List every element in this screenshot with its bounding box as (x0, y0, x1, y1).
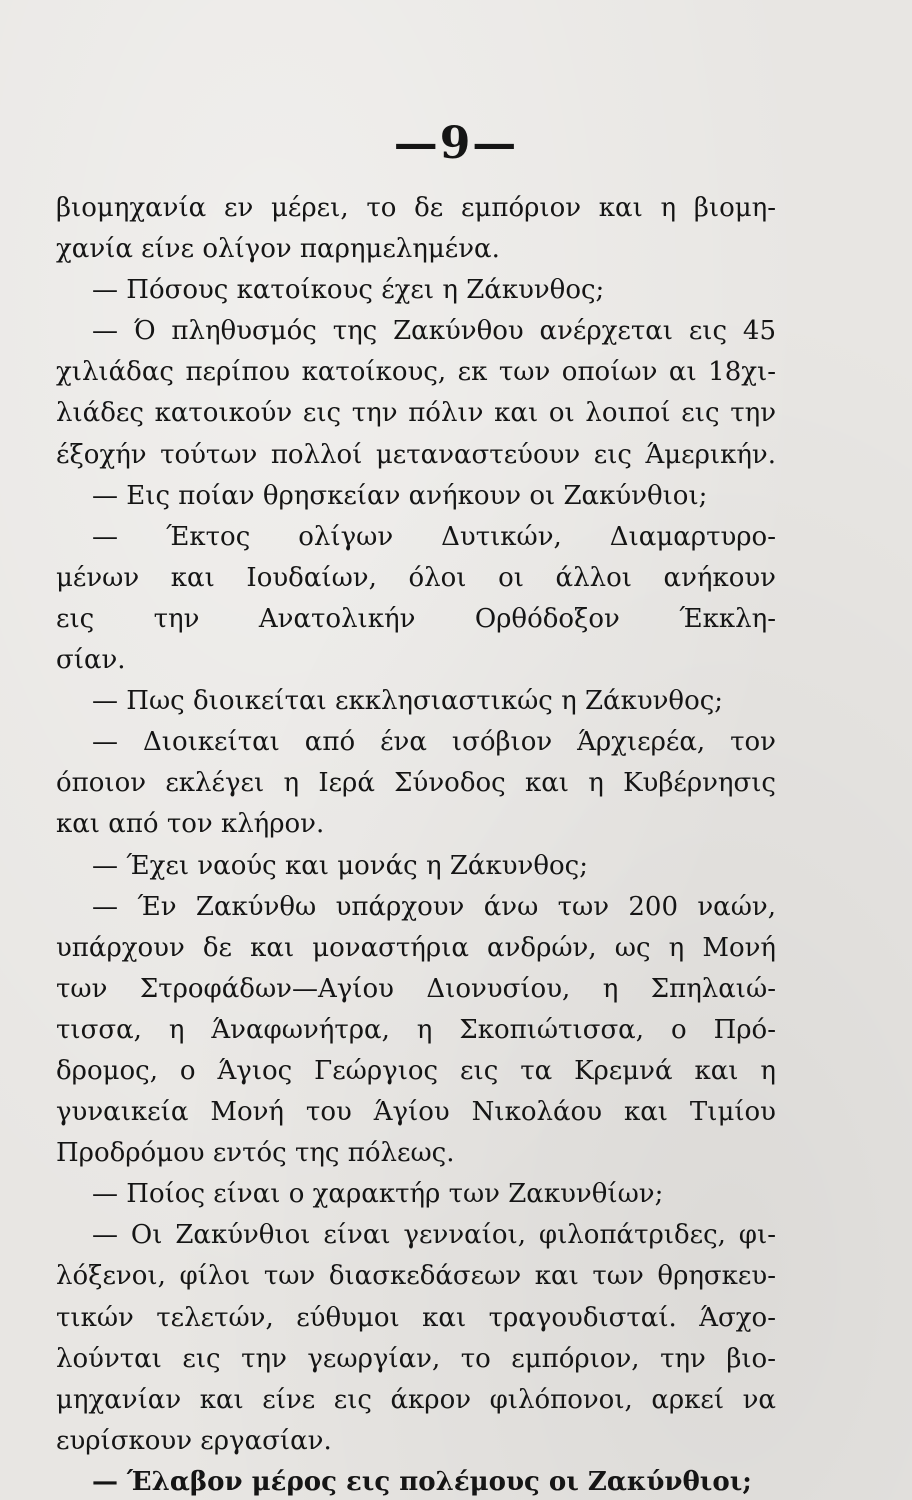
text-line: έξοχήν τούτων πολλοί μεταναστεύουν εις Άμερικήν. (56, 439, 776, 470)
page-number: —9— (393, 118, 519, 169)
text-line: τικών τελετών, εύθυμοι και τραγουδισταί. Άσχο- (56, 1302, 776, 1333)
question-line: — Πόσους κατοίκους έχει η Ζάκυνθος; (92, 275, 605, 306)
text-line: χιλιάδας περίπου κατοίκους, εκ των οποίων αι 18χι- (56, 357, 776, 388)
text-line: μένων και Ιουδαίων, όλοι οι άλλοι ανήκουν (56, 562, 776, 593)
text-line: βιομηχανία εν μέρει, το δε εμπόριον και η βιομη- (56, 193, 776, 223)
text-line: ευρίσκουν εργασίαν. (56, 1425, 332, 1456)
text-line: των Στροφάδων—Αγίου Διονυσίου, η Σπηλαιώ- (56, 973, 776, 1004)
body-text (56, 188, 776, 1500)
text-line: τισσα, η Άναφωνήτρα, η Σκοπιώτισσα, ο Πρό- (56, 1014, 776, 1045)
question-line: — Έλαβον μέρος εις πολέμους οι Ζακύνθιοι; (92, 1466, 752, 1497)
answer-line: — Ό πληθυσμός της Ζακύνθου ανέρχεται εις 45 (92, 316, 776, 347)
text-line: λόξενοι, φίλοι των διασκεδάσεων και των θρησκευ- (56, 1261, 776, 1292)
answer-line: — Οι Ζακύνθιοι είναι γενναίοι, φιλοπάτριδες, φι- (92, 1220, 776, 1251)
text-line: όποιον εκλέγει η Ιερά Σύνοδος και η Κυβέρνησις (56, 768, 776, 799)
text-line: δρομος, ο Άγιος Γεώργιος εις τα Κρεμνά και η (56, 1055, 776, 1086)
question-line: — Έχει ναούς και μονάς η Ζάκυνθος; (92, 850, 588, 881)
text-line: σίαν. (56, 645, 126, 676)
text-line: εις την Ανατολικήν Ορθόδοξον Έκκλη- (56, 603, 776, 634)
text-line: γυναικεία Μονή του Άγίου Νικολάου και Τιμίου (56, 1097, 776, 1128)
text-line: μηχανίαν και είνε εις άκρον φιλόπονοι, αρκεί να (56, 1384, 776, 1415)
question-line: — Πως διοικείται εκκλησιαστικώς η Ζάκυνθος; (92, 686, 724, 717)
text-line: λιάδες κατοικούν εις την πόλιν και οι λοιποί εις την (56, 398, 776, 429)
answer-line: — Έκτος ολίγων Δυτικών, Διαμαρτυρο- (92, 521, 776, 552)
text-line: Προδρόμου εντός της πόλεως. (56, 1138, 455, 1169)
question-line: — Εις ποίαν θρησκείαν ανήκουν οι Ζακύνθιοι; (92, 480, 708, 511)
text-line: λούνται εις την γεωργίαν, το εμπόριον, την βιο- (56, 1343, 776, 1374)
text-line: χανία είνε ολίγον παρημελημένα. (56, 234, 500, 265)
text-line: υπάρχουν δε και μοναστήρια ανδρών, ως η Μονή (56, 932, 776, 963)
answer-line: — Έν Ζακύνθω υπάρχουν άνω των 200 ναών, (92, 891, 776, 922)
text-line: και από τον κλήρον. (56, 809, 325, 840)
question-line: — Ποίος είναι ο χαρακτήρ των Ζακυνθίων; (92, 1179, 664, 1210)
answer-line: — Διοικείται από ένα ισόβιον Άρχιερέα, τον (92, 727, 776, 758)
